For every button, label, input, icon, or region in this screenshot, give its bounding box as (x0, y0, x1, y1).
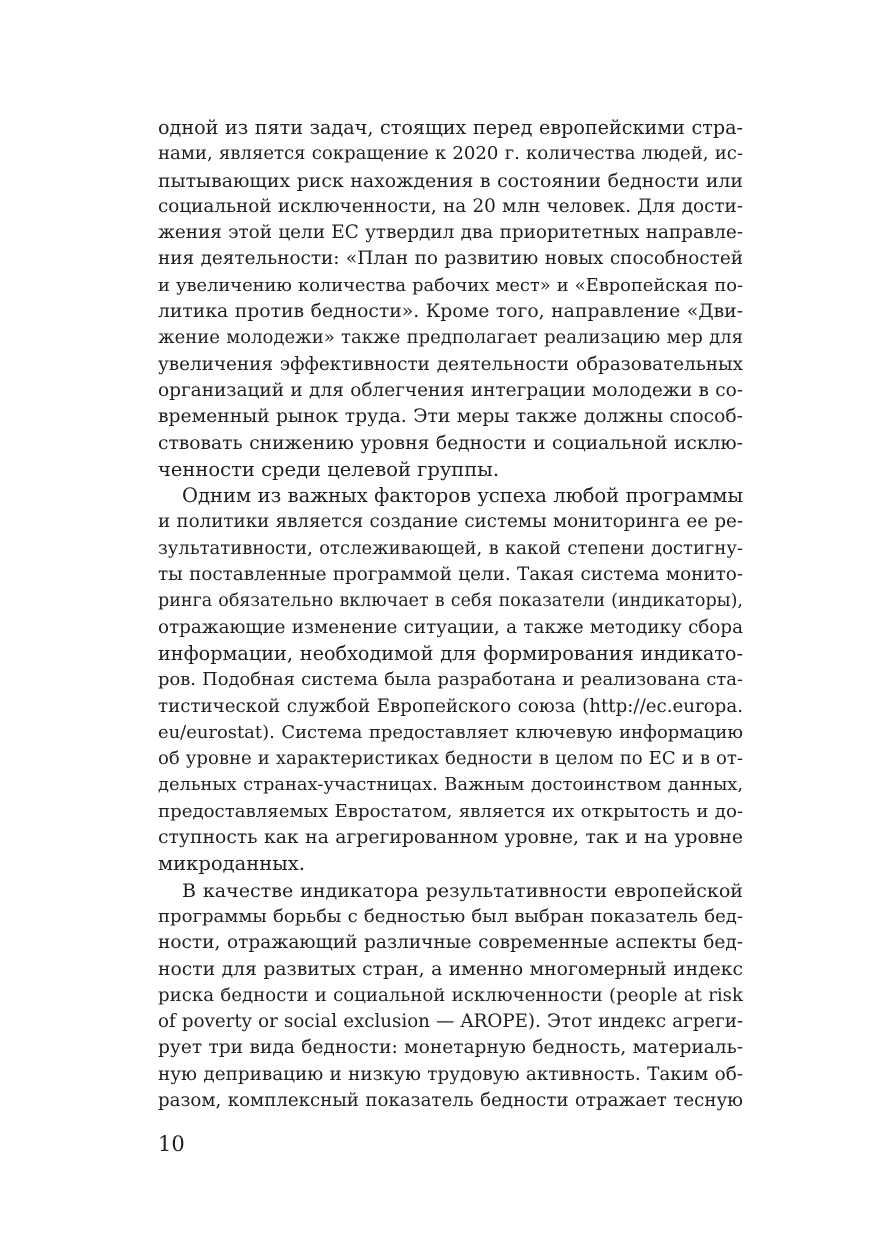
text-line: одной из пяти задач, стоящих перед европейскими стра- (158, 116, 743, 139)
body-text (158, 115, 743, 1114)
text-line: микроданных. (158, 852, 305, 876)
text-line: ствовать снижению уровня бедности и социальной исклю- (158, 432, 743, 454)
text-line: социальной исключенности, на 20 млн человек. Для дости- (158, 195, 743, 217)
text-line: отражающие изменение ситуации, а также методику сбора (158, 616, 743, 638)
text-line: временный рынок труда. Эти меры также должны способ- (158, 406, 743, 428)
text-line: ную депривацию и низкую трудовую активность. Таким об- (158, 1063, 743, 1085)
text-line: литика против бедности». Кроме того, направление «Дви- (158, 301, 743, 323)
text-line: организаций и для облегчения интеграции молодежи в со- (158, 379, 743, 401)
text-line: разом, комплексный показатель бедности отражает тесную (158, 1089, 743, 1111)
text-line: Одним из важных факторов успеха любой программы (182, 484, 743, 508)
text-line: ров. Подобная система была разработана и реализована ста- (158, 669, 743, 691)
text-line: ринга обязательно включает в себя показатели (индикаторы), (158, 591, 743, 612)
text-line: программы борьбы с бедностью был выбран показатель бед- (158, 905, 743, 927)
text-line: of poverty or social exclusion — AROPE). Этот индекс агреги- (158, 1011, 743, 1033)
text-line: пытывающих риск нахождения в состоянии бедности или (158, 169, 743, 192)
text-line: риска бедности и социальной исключенности (people at risk (158, 984, 743, 1006)
text-line: тистической службой Европейского союза (http://ec.europa. (158, 695, 743, 717)
text-line: ности для развитых стран, а именно многомерный индекс (158, 958, 743, 980)
text-line: ния деятельности: «План по развитию новых способностей (158, 248, 743, 270)
text-line: предоставляемых Евростатом, является их открытость и до- (158, 800, 743, 822)
text-line: рует три вида бедности: монетарную бедность, материаль- (158, 1037, 743, 1059)
text-line: и политики является создание системы мониторинга ее ре- (158, 511, 743, 533)
text-line: об уровне и характеристиках бедности в целом по ЕС и в от- (158, 748, 743, 770)
text-line: ступность как на агрегированном уровне, так и на уровне (158, 827, 743, 849)
text-line: нами, является сокращение к 2020 г. количества людей, ис- (158, 143, 743, 165)
text-line: ности, отражающий различные современные аспекты бед- (158, 932, 743, 954)
text-line: информации, необходимой для формирования индикато- (158, 641, 743, 665)
text-line: eu/eurostat). Система предоставляет ключевую информацию (158, 721, 743, 743)
text-line: жение молодежи» также предполагает реализацию мер для (158, 327, 743, 349)
text-line: ченности среди целевой группы. (158, 457, 500, 481)
text-line: и увеличению количества рабочих мест» и «Европейская по- (158, 274, 743, 296)
text-line: зультативности, отслеживающей, в какой степени достигну- (158, 537, 743, 559)
text-line: дельных странах-участницах. Важным достоинством данных, (158, 774, 743, 796)
text-line: В качестве индикатора результативности европейской (182, 879, 743, 902)
text-line: увеличения эффективности деятельности образовательных (158, 353, 743, 375)
page-number: 10 (158, 1132, 185, 1156)
text-line: ты поставленные программой цели. Такая система монито- (158, 564, 743, 586)
text-line: жения этой цели ЕС утвердил два приоритетных направле- (158, 222, 743, 244)
